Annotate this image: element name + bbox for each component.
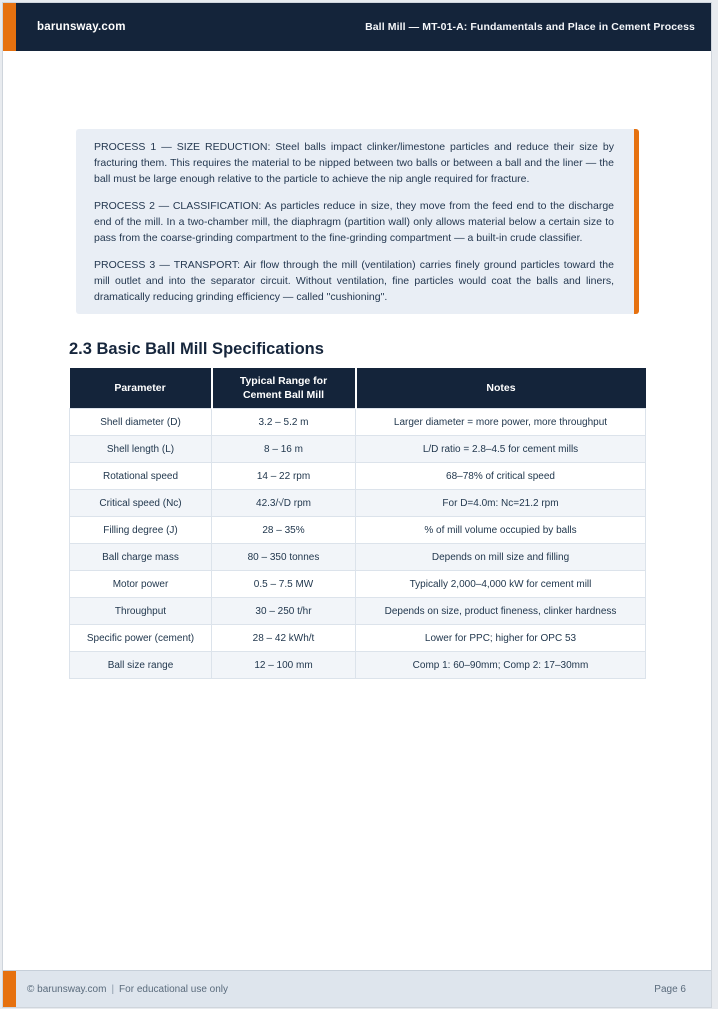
- table-cell: Depends on size, product fineness, clinker hardness: [356, 598, 646, 625]
- table-cell: Throughput: [70, 598, 212, 625]
- table-cell: Typically 2,000–4,000 kW for cement mill: [356, 571, 646, 598]
- table-cell: Ball charge mass: [70, 544, 212, 571]
- table-cell: Critical speed (Nc): [70, 490, 212, 517]
- table-cell: 8 – 16 m: [212, 436, 356, 463]
- column-header-notes: Notes: [356, 368, 646, 409]
- table-row: [70, 652, 646, 679]
- section-heading: 2.3 Basic Ball Mill Specifications: [69, 340, 324, 358]
- column-header-parameter: Parameter: [70, 368, 212, 409]
- table-row: [70, 571, 646, 598]
- document-title: Ball Mill — MT-01-A: Fundamentals and Place in Cement Process: [365, 21, 695, 33]
- table-cell: 3.2 – 5.2 m: [212, 409, 356, 436]
- table-row: [70, 436, 646, 463]
- footer-copyright: [27, 984, 228, 995]
- table-cell: Ball size range: [70, 652, 212, 679]
- spec-table-header: [70, 368, 646, 409]
- table-cell: Specific power (cement): [70, 625, 212, 652]
- table-cell: 30 – 250 t/hr: [212, 598, 356, 625]
- table-cell: % of mill volume occupied by balls: [356, 517, 646, 544]
- callout-paragraph-process-3: PROCESS 3 — TRANSPORT: Air flow through the mill (ventilation) carries finely ground particles toward the mill outlet and into the separator circuit. Without ventilation, fine particles would coat the balls and liners, dramatically reducing grinding efficiency — called "cushioning".: [94, 259, 614, 303]
- table-cell: 0.5 – 7.5 MW: [212, 571, 356, 598]
- table-cell: 12 – 100 mm: [212, 652, 356, 679]
- table-row: [70, 544, 646, 571]
- table-cell: Lower for PPC; higher for OPC 53: [356, 625, 646, 652]
- header-row: [70, 368, 646, 409]
- table-row: [70, 463, 646, 490]
- table-cell: For D=4.0m: Nc=21.2 rpm: [356, 490, 646, 517]
- footer-note: For educational use only: [119, 983, 229, 995]
- table-cell: Rotational speed: [70, 463, 212, 490]
- table-row: [70, 625, 646, 652]
- table-cell: Larger diameter = more power, more throughput: [356, 409, 646, 436]
- footer-page-number: Page 6: [654, 983, 686, 995]
- table-cell: Comp 1: 60–90mm; Comp 2: 17–30mm: [356, 652, 646, 679]
- process-callout-box: [76, 129, 639, 314]
- callout-paragraph-process-2: PROCESS 2 — CLASSIFICATION: As particles reduce in size, they move from the feed end to the discharge end of the mill. In a two-chamber mill, the diaphragm (partition wall) only allows material below a certain size to pass from the coarse-grinding compartment to the fine-grinding compartment — a built-in crude classifier.: [94, 200, 614, 244]
- document-header: [3, 3, 711, 51]
- table-cell: Depends on mill size and filling: [356, 544, 646, 571]
- table-cell: 80 – 350 tonnes: [212, 544, 356, 571]
- footer-separator: |: [111, 983, 115, 995]
- table-row: [70, 409, 646, 436]
- spec-table-body: [70, 409, 646, 679]
- table-cell: L/D ratio = 2.8–4.5 for cement mills: [356, 436, 646, 463]
- table-cell: 14 – 22 rpm: [212, 463, 356, 490]
- table-cell: 42.3/√D rpm: [212, 490, 356, 517]
- table-cell: 68–78% of critical speed: [356, 463, 646, 490]
- footer-accent-bar: [3, 971, 16, 1007]
- table-row: [70, 598, 646, 625]
- table-cell: Filling degree (J): [70, 517, 212, 544]
- table-row: [70, 490, 646, 517]
- spec-table: [69, 368, 646, 679]
- table-cell: 28 – 42 kWh/t: [212, 625, 356, 652]
- header-accent-bar: [3, 3, 16, 51]
- column-header-typical-range: Typical Range for Cement Ball Mill: [212, 368, 356, 409]
- document-page: [2, 2, 712, 1008]
- table-cell: Motor power: [70, 571, 212, 598]
- brand-text: barunsway.com: [37, 21, 126, 33]
- table-row: [70, 517, 646, 544]
- table-cell: Shell diameter (D): [70, 409, 212, 436]
- callout-paragraph-process-1: PROCESS 1 — SIZE REDUCTION: Steel balls impact clinker/limestone particles and reduce their size by fracturing them. This requires the material to be nipped between two balls or between a ball and the liner — the ball must be large enough relative to the particle to achieve the nip angle required for fracture.: [94, 141, 614, 185]
- document-footer: [3, 970, 711, 1007]
- table-cell: 28 – 35%: [212, 517, 356, 544]
- table-cell: Shell length (L): [70, 436, 212, 463]
- footer-copyright-text: © barunsway.com: [27, 983, 107, 995]
